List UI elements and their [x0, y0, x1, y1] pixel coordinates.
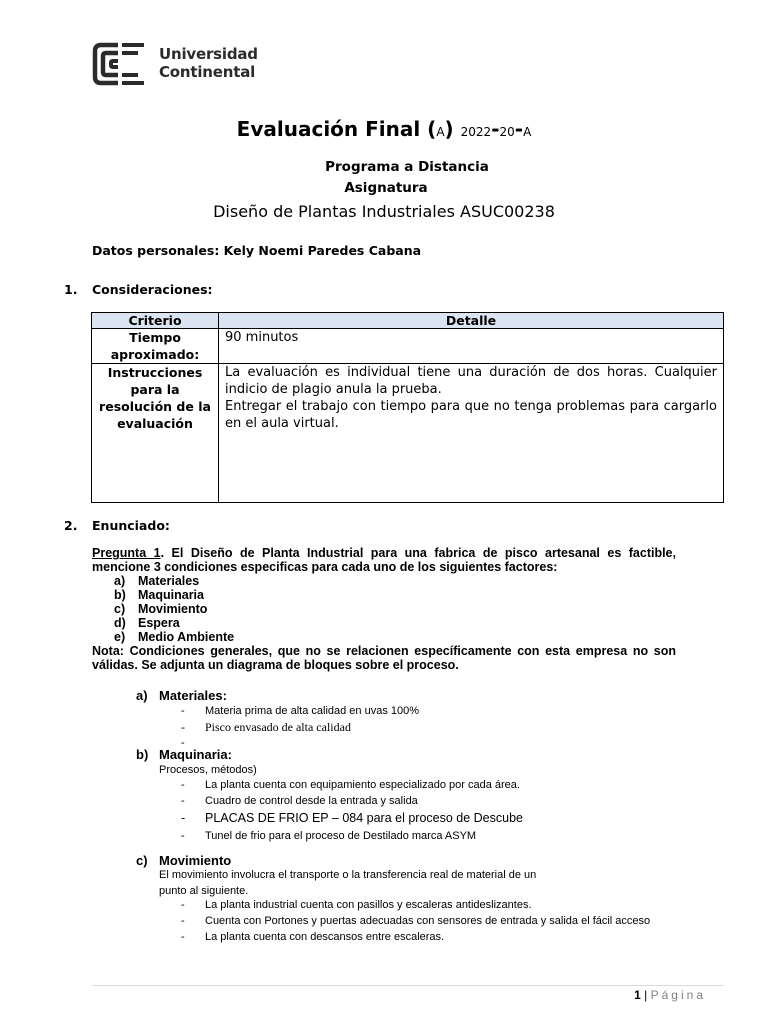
logo-line-1: Universidad [159, 45, 258, 63]
list-item: - Tunel de frio para el proceso de Destilado marca ASYM [181, 828, 701, 844]
subject-title: Diseño de Plantas Industriales ASUC00238 [213, 202, 555, 221]
list-item: - La planta industrial cuenta con pasillos y escaleras antideslizantes. [181, 897, 721, 913]
factor-list [92, 574, 676, 644]
answer-a-letter: a) [136, 688, 148, 703]
question-label: Pregunta 1 [92, 546, 161, 560]
answer-c-desc-1: El movimiento involucra el transporte o la transferencia real de material de un [159, 869, 537, 881]
header-criterio: Criterio [92, 313, 219, 329]
title-main: Evaluación Final ( [236, 117, 437, 141]
section-2-number: 2. [64, 518, 78, 533]
document-title [0, 117, 768, 141]
answer-c-desc-2: punto al siguiente. [159, 885, 249, 897]
row1-criterio: Tiempo aproximado: [92, 329, 219, 364]
answer-b-list [181, 777, 701, 844]
logo-line-2: Continental [159, 63, 256, 81]
list-item: - La planta cuenta con descansos entre escaleras. [181, 929, 721, 945]
logo-text [159, 45, 258, 81]
table-row [92, 364, 724, 503]
page-footer [634, 988, 706, 1002]
answer-c-list [181, 897, 721, 945]
page-label: Página [650, 988, 706, 1002]
row2-detalle-2: Entregar el trabajo con tiempo para que no tenga problemas para cargarlo en el aula virtual. [225, 399, 717, 431]
answer-c-title: Movimiento [159, 853, 232, 868]
title-dash-1: - [491, 117, 500, 141]
university-logo [92, 42, 262, 86]
row2-detalle-1: La evaluación es individual tiene una duración de dos horas. Cualquier indicio de plagio anula la prueba. [225, 365, 717, 397]
footer-divider [92, 985, 724, 986]
table-header-row [92, 313, 724, 329]
list-item: d) Espera [114, 616, 180, 630]
list-item: - Materia prima de alta calidad en uvas 100% [181, 703, 681, 719]
answer-a-title: Materiales: [159, 688, 227, 703]
list-item: - Cuadro de control desde la entrada y salida [181, 793, 701, 809]
logo-mark-icon [92, 42, 150, 86]
header-detalle: Detalle [219, 313, 724, 329]
subject-label: Asignatura [344, 180, 428, 196]
program-label: Programa a Distancia [325, 159, 489, 175]
section-1-title: Consideraciones: [92, 282, 213, 297]
answer-b-letter: b) [136, 747, 149, 762]
footer-separator: | [644, 988, 648, 1002]
answer-c-description [159, 867, 699, 899]
answer-c-letter: c) [136, 853, 148, 868]
section-1-number: 1. [64, 282, 78, 297]
list-item: b) Maquinaria [114, 588, 204, 602]
table-row [92, 329, 724, 364]
list-item: - Pisco envasado de alta calidad [181, 719, 681, 735]
list-item: - PLACAS DE FRIO EP – 084 para el proceso de Descube [181, 809, 701, 828]
list-item: c) Movimiento [114, 602, 208, 616]
question-block [92, 546, 676, 672]
row1-detalle: 90 minutos [219, 329, 724, 364]
title-variant: A [436, 125, 445, 139]
row2-criterio: Instrucciones para la resolución de la evaluación [92, 364, 219, 503]
answer-b-subtitle: Procesos, métodos) [159, 764, 257, 776]
list-item: a) Materiales [114, 574, 200, 588]
row2-detalle [219, 364, 724, 503]
title-period-c: A [523, 125, 532, 139]
answer-b-title: Maquinaria: [159, 747, 232, 762]
considerations-table [91, 312, 724, 503]
title-period-b: 20 [499, 125, 515, 139]
list-item: - La planta cuenta con equipamiento especializado por cada área. [181, 777, 701, 793]
title-dash-2: - [514, 117, 524, 141]
personal-data: Datos personales: Kely Noemi Paredes Cabana [92, 243, 422, 258]
title-close: ) [444, 117, 454, 141]
question-body: . El Diseño de Planta Industrial para una fabrica de pisco artesanal es factible, mencione 3 condiciones especificas para cada uno de los siguientes factores: [92, 546, 676, 574]
list-item: - Cuenta con Portones y puertas adecuadas con sensores de entrada y salida el fácil acceso [181, 913, 721, 929]
question-text [92, 546, 676, 574]
title-period-a: 2022 [460, 125, 492, 139]
page-number: 1 [634, 988, 641, 1002]
section-2-title: Enunciado: [92, 518, 170, 533]
answer-a-list [181, 703, 681, 735]
question-note: Nota: Condiciones generales, que no se relacionen específicamente con esta empresa no son válidas. Se adjunta un diagrama de bloques sobre el proceso. [92, 644, 676, 672]
list-item: e) Medio Ambiente [114, 630, 235, 644]
